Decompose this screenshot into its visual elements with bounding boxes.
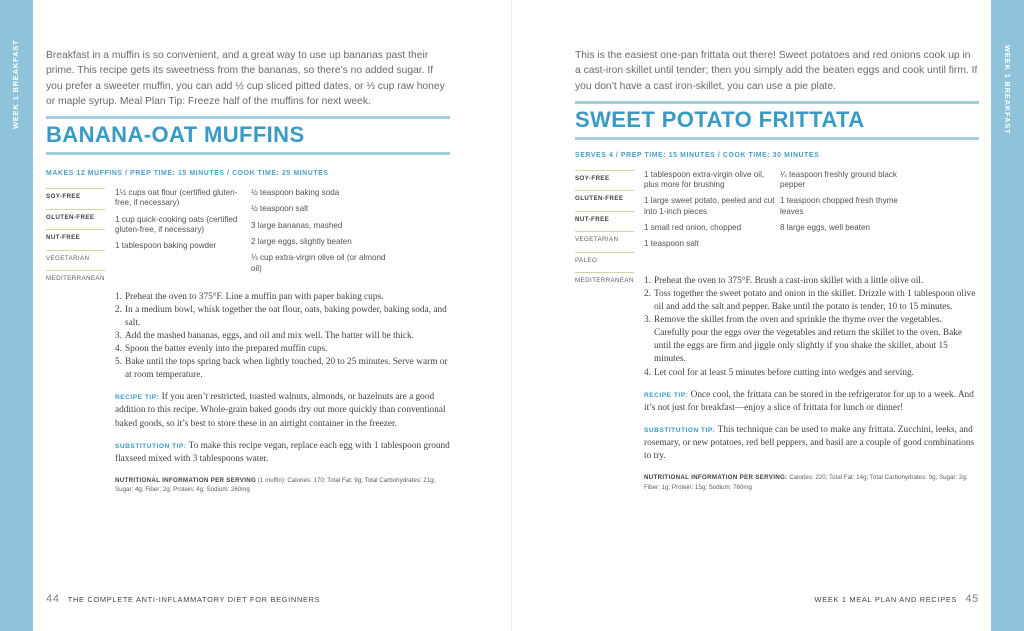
nutrition-info (46, 476, 450, 495)
diet-tag: NUT-FREE (575, 211, 634, 232)
nutrition-info (575, 473, 979, 492)
step: 4. Spoon the batter evenly into the prepared muffin cups. (115, 344, 328, 355)
ingredient: 1½ cups oat flour (certified gluten-free, if necessary) (115, 188, 238, 208)
ingredient: 3 large bananas, mashed (251, 220, 343, 230)
ingredient: ½ teaspoon salt (251, 204, 309, 214)
diet-tag: SOY-FREE (575, 170, 634, 191)
book-spine (511, 0, 512, 631)
recipe-tip-label: RECIPE TIP: (115, 394, 160, 402)
nutrition-text: (1 muffin): Calories: 170; Total Fat: 9g; Total Carbohydrates: 21g; Sugar: 4g; Fiber: 2g; Protein: 4g; Sodium: 260mg (115, 476, 436, 494)
recipe-tip (575, 389, 979, 415)
step: 1. Preheat the oven to 375°F. Line a muffin pan with paper baking cups. (115, 291, 384, 302)
substitution-tip-text: This technique can be used to make any frittata. Zucchini, leeks, and rosemary, or new potatoes, red bell peppers, and basil are a couple of good combinations to try. (644, 424, 975, 462)
step: 3. Remove the skillet from the oven and sprinkle the thyme over the vegetables. Carefully pour the eggs over the vegetables and return the skillet to the oven. Bake until the eggs are firm and jiggle only slightly if you shake the skillet, about 15 minutes. (644, 315, 962, 365)
diet-tag: PALEO (575, 252, 634, 273)
substitution-tip (46, 440, 450, 466)
nutrition-text: Calories: 220; Total Fat: 14g; Total Carbohydrates: 9g; Sugar: 2g; Fiber: 1g; Protein: 15g; Sodium: 760mg (644, 474, 968, 491)
ingredient: ¼ teaspoon freshly ground black pepper (780, 169, 897, 190)
recipe-meta: SERVES 4 / PREP TIME: 15 MINUTES / COOK TIME: 30 MINUTES (575, 151, 820, 159)
diet-tag: MEDITERRANEAN (46, 270, 105, 291)
step: 3. Add the mashed bananas, eggs, and oil and mix well. The batter will be thick. (115, 330, 414, 341)
ingredients-column (251, 188, 387, 291)
step: 2. Toss together the sweet potato and onion in the skillet. Drizzle with 1 tablespoon olive oil and add the salt and pepper. Bake until the potato is tender, 10 to 15 minutes. (644, 288, 976, 313)
page-number: 45 (965, 593, 979, 605)
ingredient: 1 large sweet potato, peeled and cut into 1-inch pieces (644, 196, 775, 216)
left-footer (46, 593, 320, 605)
right-page (575, 0, 979, 631)
ingredients-column (115, 188, 251, 291)
left-side-label (11, 39, 23, 165)
left-side-band (0, 0, 33, 631)
ingredient: 1 tablespoon baking powder (115, 241, 217, 251)
ingredient: 1 cup quick-cooking oats (certified gluten-free, if necessary) (115, 214, 238, 235)
ingredient: 1 teaspoon chopped fresh thyme leaves (780, 196, 898, 216)
diet-tag: GLUTEN-FREE (575, 190, 634, 211)
ingredient: ½ teaspoon baking soda (251, 188, 340, 198)
step: 4. Let cool for at least 5 minutes before cutting into wedges and serving. (644, 367, 914, 378)
diet-tags (575, 170, 634, 293)
step: 2. In a medium bowl, whisk together the oat flour, oats, baking powder, baking soda, and salt. (115, 304, 447, 328)
recipe-tip-text: If you aren’t restricted, toasted walnuts, almonds, or hazelnuts are a good addition to this recipe. Whole-grain baked goods dry out more quickly than conventional baked goods, so it’s best to store these in an airtight container in the freezer. (115, 392, 446, 429)
right-side-label (1002, 45, 1014, 165)
diet-tag: NUT-FREE (46, 229, 105, 250)
ingredients (105, 188, 450, 291)
footer-title: WEEK 1 MEAL PLAN AND RECIPES (814, 595, 958, 604)
right-side-label-text: WEEK 1 BREAKFAST (1003, 45, 1012, 135)
right-footer (815, 593, 979, 605)
ingredient: 2 large eggs, slightly beaten (251, 237, 352, 247)
recipe-meta: MAKES 12 MUFFINS / PREP TIME: 15 MINUTES / COOK TIME: 25 MINUTES (46, 170, 329, 178)
diet-tag: VEGETARIAN (575, 231, 634, 252)
step: 5. Bake until the tops spring back when lightly touched, 20 to 25 minutes. Serve warm or at room temperature. (115, 357, 448, 381)
right-side-band (991, 0, 1024, 631)
recipe-info (46, 188, 450, 291)
ingredient: 1 tablespoon extra-virgin olive oil, plus more for brushing (644, 169, 765, 190)
title-bottom-rule (575, 137, 979, 140)
recipe-title: SWEET POTATO FRITTATA (575, 106, 865, 132)
substitution-tip-text: To make this recipe vegan, replace each egg with 1 tablespoon ground flaxseed mixed with 3 tablespoons water. (115, 440, 450, 464)
left-page (46, 0, 450, 631)
page-number: 44 (46, 593, 60, 605)
ingredient: 8 large eggs, well beaten (780, 223, 870, 233)
ingredient: 1 small red onion, chopped (644, 223, 742, 233)
title-bottom-rule (46, 152, 450, 155)
left-side-label-text: WEEK 1 BREAKFAST (11, 39, 20, 129)
diet-tag: MEDITERRANEAN (575, 272, 634, 293)
substitution-tip (575, 424, 979, 463)
recipe-tip (46, 391, 450, 430)
substitution-tip-label: SUBSTITUTION TIP: (115, 442, 187, 450)
diet-tag: VEGETARIAN (46, 250, 105, 271)
ingredient: 1 teaspoon salt (644, 239, 699, 249)
recipe-tip-text: Once cool, the frittata can be stored in the refrigerator for up to a week. And it’s not just for breakfast—enjoy a slice of frittata for lunch or dinner! (644, 389, 974, 413)
recipe-title: BANANA-OAT MUFFINS (46, 122, 305, 148)
diet-tag: GLUTEN-FREE (46, 209, 105, 230)
recipe-tip-label: RECIPE TIP: (644, 391, 689, 399)
nutrition-label: NUTRITIONAL INFORMATION PER SERVING (115, 476, 257, 484)
diet-tags (46, 188, 105, 291)
diet-tag: SOY-FREE (46, 188, 105, 209)
step: 1. Preheat the oven to 375°F. Brush a cast-iron skillet with a little olive oil. (644, 275, 924, 286)
ingredient: ⅓ cup extra-virgin olive oil (or almond oil) (251, 253, 386, 273)
footer-title: THE COMPLETE ANTI-INFLAMMATORY DIET FOR BEGINNERS (67, 595, 321, 604)
recipe-intro: Breakfast in a muffin is so convenient, and a great way to use up bananas past their prime. This recipe gets its sweetness from the bananas, so there’s no added sugar. If you prefer a sweeter muffin, you can add ½ cup sliced pitted dates, or ⅓ cup raw honey or maple syrup. Meal Plan Tip: Freeze half of the muffins for next week. (46, 50, 445, 107)
recipe-intro: This is the easiest one-pan frittata out there! Sweet potatoes and red onions cook up in a cast-iron skillet until tender; then you simply add the beaten eggs and cook until firm. If you don’t have a cast iron-skillet, you can use a pie plate. (575, 50, 978, 92)
substitution-tip-label: SUBSTITUTION TIP: (644, 426, 716, 434)
nutrition-label: NUTRITIONAL INFORMATION PER SERVING: (644, 474, 788, 482)
recipe-steps (46, 291, 450, 383)
